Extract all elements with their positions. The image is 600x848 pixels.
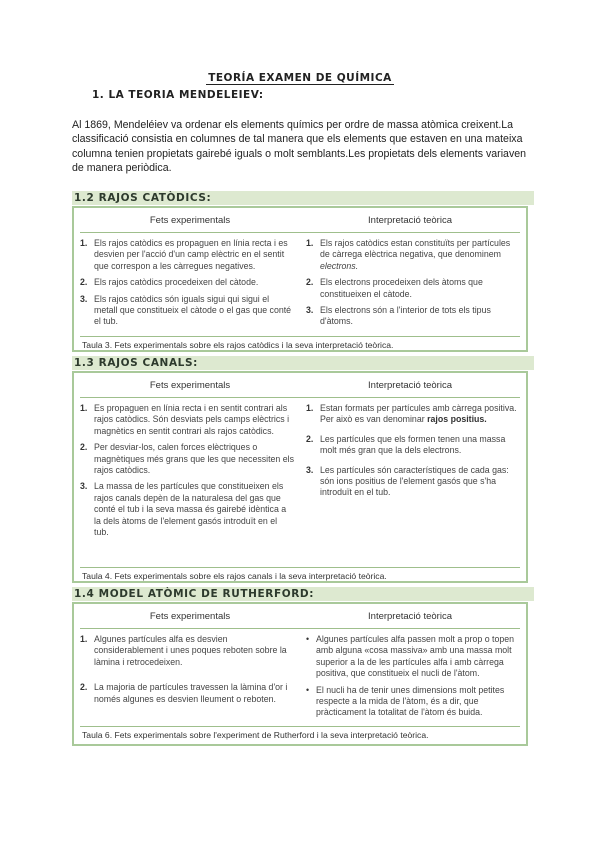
list-item: • Algunes partícules alfa passen molt a prop o topen amb alguna «cosa massiva» amb una massa molt superior a la de les partícules alfa i amb càrrega positiva, que constitueix el nucli de l'àtom.: [306, 634, 515, 679]
list-item: 1. Estan formats per partícules amb càrrega positiva. Per això es van denominar rajos positius.: [306, 403, 517, 425]
experimental-facts-column: [80, 634, 302, 724]
table-cathode-rays: [72, 206, 528, 352]
table-header: [80, 606, 520, 629]
section-heading-canal-rays: 1.3 RAJOS CANALS:: [72, 356, 534, 370]
document-title: TEORÍA EXAMEN DE QUÍMICA: [208, 72, 392, 84]
col-header-experimental: Fets experimentals: [149, 611, 231, 622]
col-header-theory: Interpretació teòrica: [368, 611, 452, 622]
list-item: 2. Les partícules que els formen tenen una massa molt més gran que la dels electrons.: [306, 433, 506, 456]
col-header-theory: Interpretació teòrica: [368, 380, 452, 391]
experimental-facts-column: [80, 403, 302, 543]
theory-column: [302, 403, 520, 543]
table-caption: Taula 6. Fets experimentals sobre l'experiment de Rutherford i la seva interpretació teòrica.: [80, 726, 520, 740]
list-item: 2. Per desviar-los, calen forces elèctriques o magnètiques més grans que les que necessiten els rajos catòdics.: [80, 442, 295, 476]
experimental-facts-column: [80, 238, 302, 333]
list-item: 1. Els rajos catòdics es propaguen en línia recta i es desvien per l'acció d'un camp elèctric en el sentit que correspon a les càrregues negatives.: [80, 238, 288, 271]
list-item: 1. Es propaguen en línia recta i en sentit contrari als rajos catòdics. Són desviats pels camps elèctrics i magnètics en sentit contrari als rajos catòdics.: [80, 403, 290, 436]
section-heading-cathode-rays: 1.2 RAJOS CATÒDICS:: [72, 191, 534, 205]
col-header-experimental: Fets experimentals: [149, 380, 231, 391]
list-item: 3. Els electrons són a l'interior de tots els tipus d'àtoms.: [306, 305, 491, 327]
theory-column: [302, 634, 520, 724]
table-rutherford: [72, 602, 528, 746]
list-item: 2. La majoria de partícules travessen la làmina d'or i només algunes es desvien lleument o reboten.: [80, 682, 288, 704]
theory-column: [302, 238, 520, 333]
list-item: 3. Les partícules són característiques de cada gas: són ions positius de l'element gasós que s'ha introduït en el tub.: [306, 464, 509, 498]
section-1-heading: 1. LA TEORIA MENDELEIEV:: [92, 89, 264, 101]
list-item: 2. Els electrons procedeixen dels àtoms que constitueixen el càtode.: [306, 277, 483, 299]
col-header-theory: Interpretació teòrica: [368, 215, 452, 226]
list-item: • El nucli ha de tenir unes dimensions molt petites respecte a la mida de l'àtom, és a dir, que pràcticament la totalitat de l'àtom és buida.: [306, 684, 505, 718]
table-canal-rays: [72, 371, 528, 583]
table-header: [80, 375, 520, 398]
table-header: [80, 210, 520, 233]
list-item: 3. Els rajos catòdics són iguals sigui qui sigui el metall que constitueix el càtode o el gas que conté el tub.: [80, 293, 292, 327]
intro-paragraph: Al 1869, Mendeléiev va ordenar els elements químics per ordre de massa atòmica creixent.La classificació consistia en columnes de tal manera que els elements que estaven en una mateixa columna tenien propietats gairebé iguals o molt semblants.Les propietats dels elements variaven de manera periòdica.: [72, 119, 527, 174]
col-header-experimental: Fets experimentals: [149, 215, 231, 226]
list-item: 1. Els rajos catòdics estan constituïts per partícules de càrrega elèctrica negativa, que denominem electrons.: [306, 238, 511, 271]
table-caption: Taula 3. Fets experimentals sobre els rajos catòdics i la seva interpretació teòrica.: [80, 336, 520, 350]
section-heading-rutherford: 1.4 MODEL ATÒMIC DE RUTHERFORD:: [72, 587, 534, 601]
list-item: 2. Els rajos catòdics procedeixen del càtode.: [80, 277, 259, 288]
list-item: 3. La massa de les partícules que constitueixen els rajos canals depèn de la naturalesa del gas que conté el tub i la seva massa és gairebé idèntica a la dels àtoms de l'element gasós introduït en el tub.: [80, 481, 287, 538]
table-caption: Taula 4. Fets experimentals sobre els rajos canals i la seva interpretació teòrica.: [80, 567, 520, 581]
list-item: 1. Algunes partícules alfa es desvien considerablement i unes poques reboten sobre la làmina i retrocedeixen.: [80, 634, 287, 667]
